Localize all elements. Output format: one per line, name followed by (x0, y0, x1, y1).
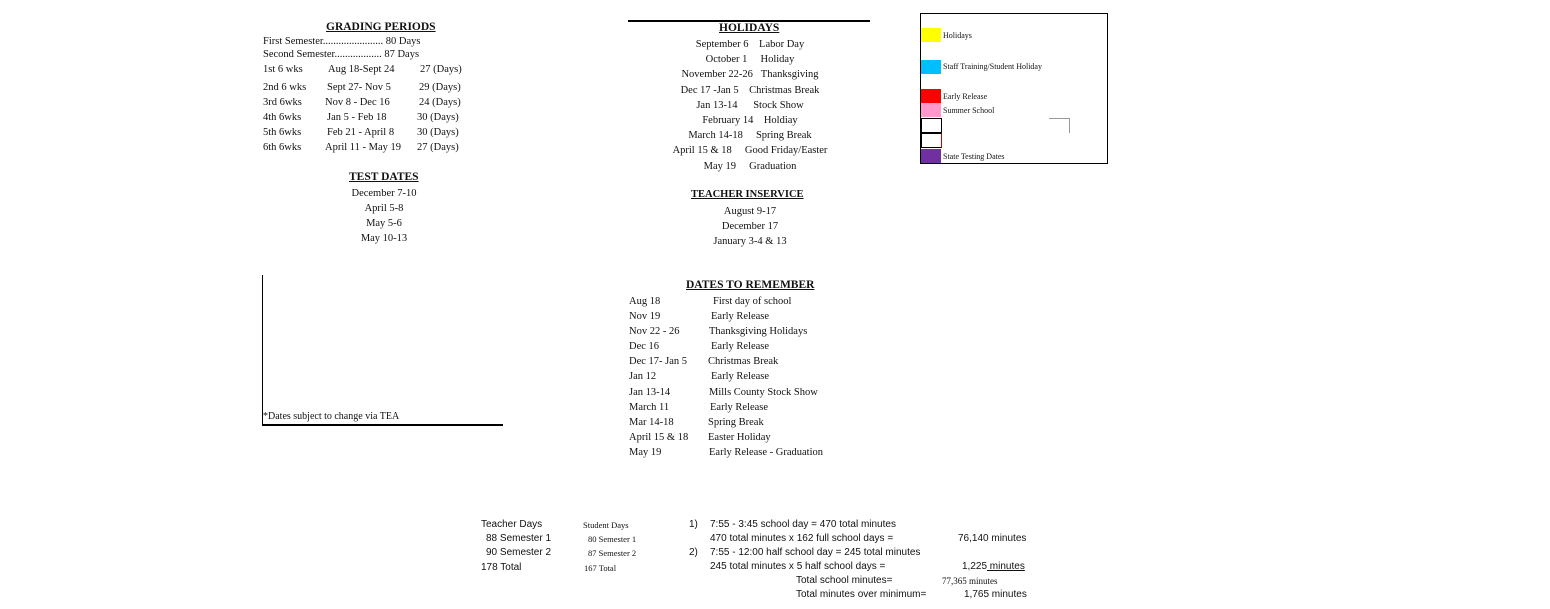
inservice-date: December 17 (721, 221, 779, 232)
remember-date: April 15 & 18 (629, 431, 689, 443)
holiday-name: Holiday (760, 54, 795, 66)
period-range: Sept 27- Nov 5 (327, 82, 391, 93)
note-box-left-border (262, 275, 263, 425)
holiday-row (620, 128, 880, 143)
holiday-name: Labor Day (759, 39, 805, 50)
holiday-name: Good Friday/Easter (744, 145, 828, 157)
legend-swatch-summer-school (921, 103, 941, 117)
remember-event: Christmas Break (708, 356, 779, 368)
remember-date: Nov 22 - 26 (629, 326, 680, 338)
minutes-full-day-total: 76,140 minutes (958, 533, 1027, 544)
test-date: December 7-10 (351, 188, 417, 199)
remember-event: Mills County Stock Show (709, 386, 818, 398)
minutes-half-day-calc: 245 total minutes x 5 half school days = (710, 561, 886, 572)
period-days: 27 (Days) (417, 142, 459, 153)
remember-event: First day of school (713, 296, 792, 307)
legend-swatch-early-release (921, 89, 941, 103)
period-range: Jan 5 - Feb 18 (327, 112, 387, 123)
teacher-days-header: Teacher Days (481, 519, 543, 530)
semester-label: First Semester....................... (263, 36, 386, 47)
remember-event: Easter Holiday (708, 431, 771, 443)
holidays-title: HOLIDAYS (719, 22, 780, 34)
legend-label: Holidays (943, 31, 972, 40)
remember-event: Early Release (711, 371, 770, 383)
remember-date: Jan 13-14 (629, 386, 671, 398)
teacher-days-row: 90 Semester 2 (486, 547, 552, 558)
period-days: 27 (Days) (420, 64, 462, 75)
legend-swatch-holidays (921, 28, 941, 42)
minutes-over-minimum-label: Total minutes over minimum= (796, 589, 927, 600)
legend-label: Staff Training/Student Holiday (943, 62, 1042, 71)
period-name: 3rd 6wks (263, 97, 302, 108)
teacher-inservice-title: TEACHER INSERVICE (691, 189, 804, 200)
period-days: 30 (Days) (417, 112, 459, 123)
period-name: 4th 6wks (263, 112, 302, 123)
minutes-half-day: 7:55 - 12:00 half school day = 245 total minutes (710, 547, 921, 558)
remember-date: May 19 (629, 446, 662, 458)
remember-date: Dec 16 (629, 341, 660, 353)
inservice-date: January 3-4 & 13 (713, 236, 787, 247)
test-dates-title: TEST DATES (349, 171, 419, 183)
holiday-name: Stock Show (753, 99, 804, 111)
teacher-days-row: 88 Semester 1 (486, 533, 552, 544)
dates-to-remember-title: DATES TO REMEMBER (686, 279, 815, 291)
minutes-over-minimum-value: 1,765 minutes (964, 589, 1027, 600)
remember-event: Early Release (711, 311, 770, 323)
inservice-list (660, 204, 840, 249)
holiday-name: Spring Break (755, 130, 812, 142)
period-range: Feb 21 - April 8 (327, 127, 395, 138)
period-name: 5th 6wks (263, 127, 302, 138)
student-days-header: Student Days (583, 520, 629, 530)
legend-swatch-state-testing (921, 149, 941, 163)
remember-date: March 11 (629, 401, 670, 413)
holiday-date: September 6 (695, 39, 749, 50)
minutes-half-day-total (962, 561, 1025, 572)
remember-event: Early Release (711, 341, 770, 353)
holiday-date: April 15 & 18 (672, 145, 732, 157)
holiday-row (620, 159, 880, 174)
calendar-legend (920, 13, 1108, 164)
minutes-line-number: 1) (689, 519, 698, 530)
semester-days: 80 Days (385, 36, 421, 47)
grading-periods-title: GRADING PERIODS (326, 21, 436, 33)
holiday-date: Dec 17 -Jan 5 (680, 84, 739, 96)
period-name: 1st 6 wks (263, 64, 303, 75)
remember-event: Early Release - Graduation (709, 446, 823, 458)
legend-swatch-blank (921, 118, 942, 133)
semester-label: Second Semester.................. (263, 49, 385, 60)
period-range: Nov 8 - Dec 16 (325, 97, 390, 108)
remember-event: Spring Break (708, 416, 764, 428)
minutes-half-day-value: 1,225 (962, 561, 988, 572)
holiday-row (620, 52, 880, 67)
minutes-full-day: 7:55 - 3:45 school day = 470 total minutes (710, 519, 896, 530)
period-days: 29 (Days) (419, 82, 461, 93)
holiday-name: Graduation (749, 160, 797, 172)
note-box-bottom-border (262, 424, 503, 426)
holiday-name: Thanksgiving (760, 69, 819, 81)
remember-date: Nov 19 (629, 311, 661, 323)
test-date: May 10-13 (360, 233, 408, 244)
holiday-row (620, 83, 880, 98)
inservice-date: August 9-17 (723, 206, 777, 217)
remember-date: Aug 18 (629, 296, 661, 307)
holiday-row (620, 113, 880, 128)
holiday-list (620, 37, 880, 174)
test-date: April 5-8 (364, 203, 404, 214)
period-range: Aug 18-Sept 24 (328, 64, 395, 75)
minutes-line-number: 2) (689, 547, 698, 558)
student-days-row: 80 Semester 1 (588, 534, 637, 544)
remember-date: Dec 17- Jan 5 (629, 356, 688, 368)
holiday-date: May 19 (703, 160, 736, 172)
student-days-row: 87 Semester 2 (588, 548, 637, 558)
holiday-row (620, 98, 880, 113)
student-days-row: 167 Total (584, 563, 617, 573)
remember-date: Mar 14-18 (629, 416, 674, 428)
holiday-row (620, 143, 880, 158)
dates-note: *Dates subject to change via TEA (263, 411, 400, 422)
holiday-name: Holdiay (763, 115, 798, 127)
remember-event: Early Release (710, 401, 769, 413)
holiday-date: February 14 (702, 115, 754, 127)
semester-days: 87 Days (384, 49, 420, 60)
holiday-name: Christmas Break (749, 84, 820, 96)
holiday-date: October 1 (705, 54, 748, 66)
holiday-date: Jan 13-14 (696, 99, 738, 111)
legend-label: State Testing Dates (943, 152, 1005, 161)
legend-label: Early Release (943, 92, 988, 101)
period-name: 6th 6wks (263, 142, 302, 153)
minutes-half-day-unit: minutes (987, 561, 1025, 572)
test-date: May 5-6 (366, 218, 402, 229)
period-days: 30 (Days) (417, 127, 459, 138)
legend-label: Summer School (943, 106, 995, 115)
remember-event: Thanksgiving Holidays (709, 326, 808, 338)
semester-row (263, 49, 419, 60)
holiday-row (620, 67, 880, 82)
minutes-full-day-calc: 470 total minutes x 162 full school days = (710, 533, 894, 544)
holiday-row (620, 37, 880, 52)
legend-swatch-staff-training (921, 60, 941, 74)
holiday-date: November 22-26 (681, 69, 753, 81)
total-school-minutes-label: Total school minutes= (796, 575, 893, 586)
legend-swatch-blank (921, 133, 942, 148)
remember-date: Jan 12 (629, 371, 657, 383)
test-dates-list (300, 186, 468, 246)
period-days: 24 (Days) (419, 97, 461, 108)
total-school-minutes-value: 77,365 minutes (942, 576, 998, 586)
period-name: 2nd 6 wks (263, 82, 307, 93)
holiday-date: March 14-18 (688, 130, 743, 142)
period-range: April 11 - May 19 (325, 142, 402, 153)
teacher-days-row: 178 Total (481, 562, 522, 573)
semester-row (263, 36, 421, 47)
legend-empty-frame (1049, 118, 1070, 133)
